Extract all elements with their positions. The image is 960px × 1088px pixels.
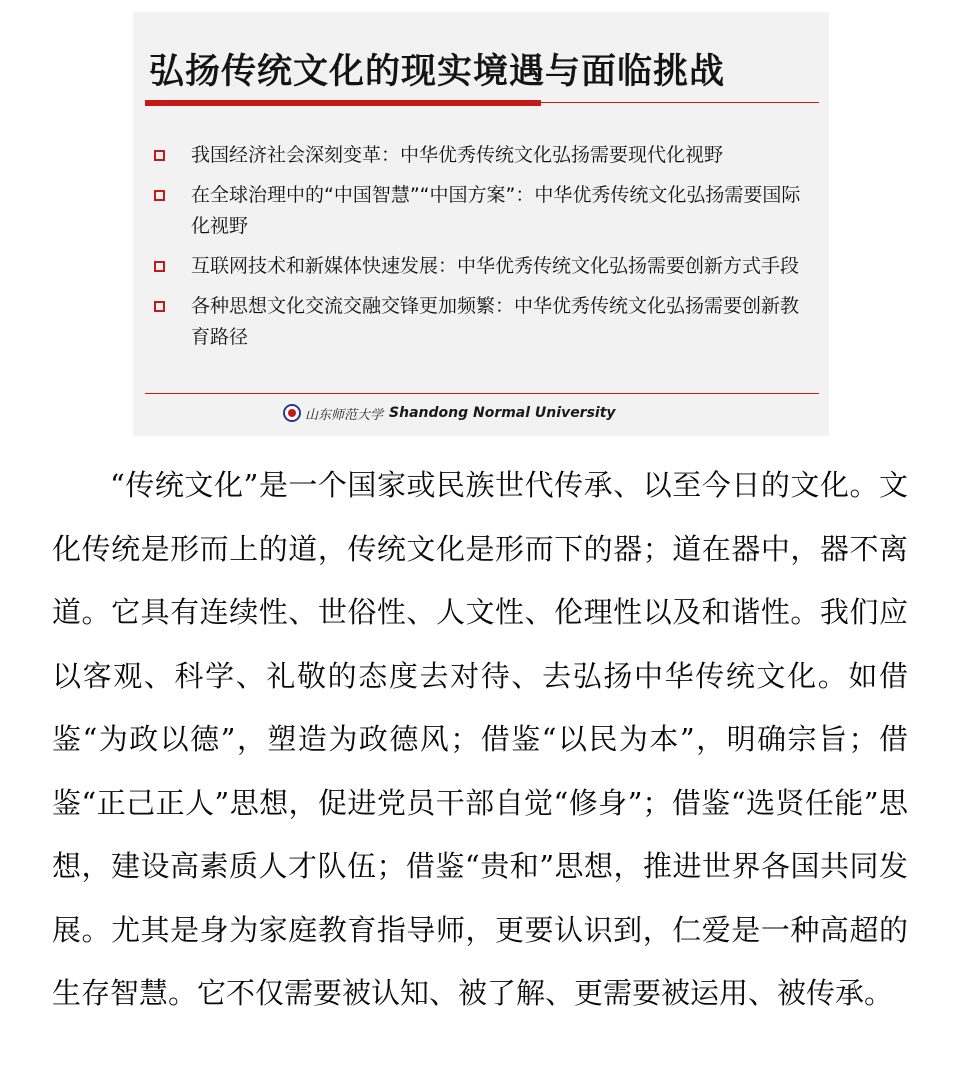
list-item [151,291,811,353]
footer-divider [145,393,819,394]
bullet-text: 在全球治理中的“中国智慧”“中国方案”：中华优秀传统文化弘扬需要国际化视野 [191,184,801,237]
square-bullet-icon [154,190,165,201]
square-bullet-icon [154,150,165,161]
university-logo [283,401,616,425]
bullet-text: 我国经济社会深刻变革：中华优秀传统文化弘扬需要现代化视野 [191,144,724,166]
logo-name-cn: 山东师范大学 [305,407,384,423]
body-paragraph: “传统文化”是一个国家或民族世代传承、以至今日的文化。文化传统是形而上的道，传统文化是形而下的器；道在器中，器不离道。它具有连续性、世俗性、人文性、伦理性以及和谐性。我们应以客观、科学、礼敬的态度去对待、去弘扬中华传统文化。如借鉴“为政以德”，塑造为政德风；借鉴“以民为本”，明确宗旨；借鉴“正己正人”思想，促进党员干部自觉“修身”；借鉴“选贤任能”思想，建设高素质人才队伍；借鉴“贵和”思想，推进世界各国共同发展。尤其是身为家庭教育指导师，更要认识到，仁爱是一种高超的生存智慧。它不仅需要被认知、被了解、更需要被运用、被传承。 [52,468,908,1010]
list-item [151,251,811,282]
slide-title: 弘扬传统文化的现实境遇与面临挑战 [149,52,726,92]
slide-image [133,12,829,436]
title-underline-thin [541,102,819,103]
list-item [151,180,811,242]
bullet-list [151,140,811,353]
list-item [151,140,811,171]
square-bullet-icon [154,261,165,272]
university-emblem-icon [283,404,301,422]
square-bullet-icon [154,301,165,312]
logo-name-en: Shandong Normal University [389,405,616,421]
body-text [52,454,908,1026]
bullet-text: 各种思想文化交流交融交锋更加频繁：中华优秀传统文化弘扬需要创新教育路径 [191,295,800,348]
title-underline-bar [145,100,541,106]
bullet-text: 互联网技术和新媒体快速发展：中华优秀传统文化弘扬需要创新方式手段 [191,255,800,277]
